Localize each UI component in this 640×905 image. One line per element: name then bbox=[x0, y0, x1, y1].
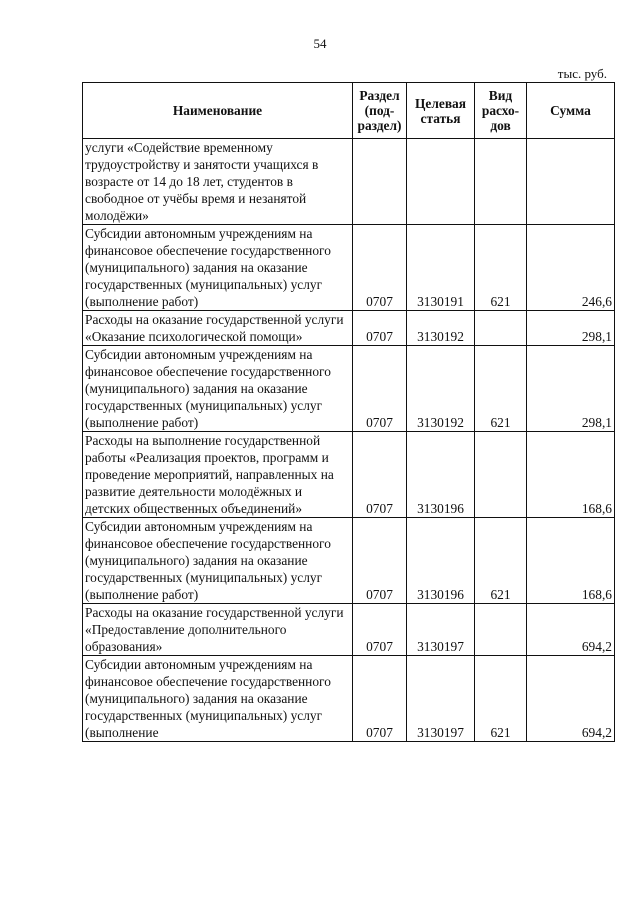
row-sum: 168,6 bbox=[527, 432, 615, 518]
row-type: 621 bbox=[475, 346, 527, 432]
row-target: 3130192 bbox=[407, 346, 475, 432]
row-section: 0707 bbox=[353, 432, 407, 518]
header-sum: Сумма bbox=[527, 83, 615, 139]
row-name: Расходы на оказание государственной услуги «Оказание психологической помощи» bbox=[83, 311, 353, 346]
row-target: 3130196 bbox=[407, 518, 475, 604]
row-name: Субсидии автономным учреждениям на финансовое обеспечение государственного (муниципального) задания на оказание государственных (муниципальных) услуг (выполнение bbox=[83, 656, 353, 742]
row-sum: 298,1 bbox=[527, 311, 615, 346]
row-target: 3130196 bbox=[407, 432, 475, 518]
header-section: Раздел (под-раздел) bbox=[353, 83, 407, 139]
page-number: 54 bbox=[313, 36, 327, 51]
units-label: тыс. руб. bbox=[557, 66, 607, 81]
row-sum: 694,2 bbox=[527, 604, 615, 656]
row-type: 621 bbox=[475, 225, 527, 311]
row-name: Расходы на выполнение государственной работы «Реализация проектов, программ и проведение мероприятий, направленных на развитие деятельности молодёжных и детских общественных объединений» bbox=[83, 432, 353, 518]
row-section bbox=[353, 139, 407, 225]
row-type: 621 bbox=[475, 656, 527, 742]
table-row bbox=[83, 432, 615, 518]
row-type: 621 bbox=[475, 518, 527, 604]
table-row bbox=[83, 604, 615, 656]
row-sum bbox=[527, 139, 615, 225]
row-section: 0707 bbox=[353, 225, 407, 311]
row-sum: 298,1 bbox=[527, 346, 615, 432]
row-sum: 694,2 bbox=[527, 656, 615, 742]
header-target: Целевая статья bbox=[407, 83, 475, 139]
table-row bbox=[83, 656, 615, 742]
row-section: 0707 bbox=[353, 311, 407, 346]
row-section: 0707 bbox=[353, 604, 407, 656]
table-row bbox=[83, 311, 615, 346]
row-name: Расходы на оказание государственной услуги «Предоставление дополнительного образования» bbox=[83, 604, 353, 656]
row-name: Субсидии автономным учреждениям на финансовое обеспечение государственного (муниципального) задания на оказание государственных (муниципальных) услуг (выполнение работ) bbox=[83, 346, 353, 432]
row-type bbox=[475, 604, 527, 656]
row-section: 0707 bbox=[353, 346, 407, 432]
row-target bbox=[407, 139, 475, 225]
table-row bbox=[83, 139, 615, 225]
row-type bbox=[475, 311, 527, 346]
header-name: Наименование bbox=[83, 83, 353, 139]
row-target: 3130197 bbox=[407, 604, 475, 656]
row-name: Субсидии автономным учреждениям на финансовое обеспечение государственного (муниципального) задания на оказание государственных (муниципальных) услуг (выполнение работ) bbox=[83, 518, 353, 604]
row-section: 0707 bbox=[353, 656, 407, 742]
table-row bbox=[83, 225, 615, 311]
row-sum: 246,6 bbox=[527, 225, 615, 311]
budget-table bbox=[82, 82, 615, 742]
row-sum: 168,6 bbox=[527, 518, 615, 604]
row-section: 0707 bbox=[353, 518, 407, 604]
table-row bbox=[83, 518, 615, 604]
row-target: 3130192 bbox=[407, 311, 475, 346]
table-row bbox=[83, 346, 615, 432]
header-type: Вид расхо-дов bbox=[475, 83, 527, 139]
row-name: Субсидии автономным учреждениям на финансовое обеспечение государственного (муниципального) задания на оказание государственных (муниципальных) услуг (выполнение работ) bbox=[83, 225, 353, 311]
table-header-row bbox=[83, 83, 615, 139]
row-type bbox=[475, 432, 527, 518]
row-target: 3130197 bbox=[407, 656, 475, 742]
row-type bbox=[475, 139, 527, 225]
row-target: 3130191 bbox=[407, 225, 475, 311]
row-name: услуги «Содействие временному трудоустройству и занятости учащихся в возрасте от 14 до 18 лет, студентов в свободное от учёбы время и незанятой молодёжи» bbox=[83, 139, 353, 225]
